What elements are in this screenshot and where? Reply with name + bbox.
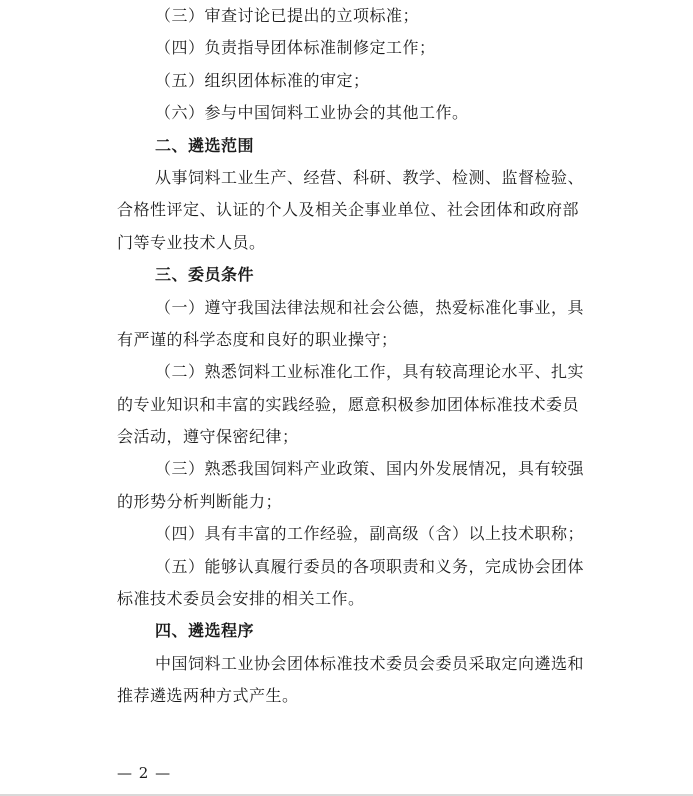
paragraph-line: 有严谨的科学态度和良好的职业操守； [117, 329, 398, 349]
section-heading: 二、遴选范围 [155, 135, 255, 155]
paragraph-line: 门等专业技术人员。 [117, 232, 266, 252]
paragraph-line: 标准技术委员会安排的相关工作。 [117, 589, 365, 609]
paragraph-line: 的专业知识和丰富的实践经验，愿意积极参加团体标准技术委员 [117, 394, 580, 414]
paragraph-line: （五）能够认真履行委员的各项职责和义务，完成协会团体 [155, 556, 585, 576]
paragraph-line: 从事饲料工业生产、经营、科研、教学、检测、监督检验、 [155, 167, 585, 187]
paragraph-line: （二）熟悉饲料工业标准化工作，具有较高理论水平、扎实 [155, 362, 585, 382]
paragraph-line: （六）参与中国饲料工业协会的其他工作。 [155, 103, 469, 123]
document-body [117, 0, 597, 713]
paragraph-line: 的形势分析判断能力； [117, 491, 283, 511]
paragraph-line: （三）审查讨论已提出的立项标准； [155, 6, 420, 25]
paragraph-line: 会活动，遵守保密纪律； [117, 427, 299, 447]
paragraph-line: （四）负责指导团体标准制修定工作； [155, 38, 436, 58]
paragraph-line: （一）遵守我国法律法规和社会公德，热爱标准化事业，具 [155, 297, 585, 317]
section-heading: 三、委员条件 [155, 265, 255, 285]
section-heading: 四、遴选程序 [155, 621, 255, 641]
paragraph-line: （四）具有丰富的工作经验，副高级（含）以上技术职称； [155, 524, 585, 544]
paragraph-line: 推荐遴选两种方式产生。 [117, 686, 299, 706]
paragraph-line: （三）熟悉我国饲料产业政策、国内外发展情况，具有较强 [155, 459, 585, 479]
paragraph-line: 合格性评定、认证的个人及相关企事业单位、社会团体和政府部 [117, 200, 580, 220]
paragraph-line: （五）组织团体标准的审定； [155, 70, 370, 90]
page-number: — 2 — [117, 764, 172, 782]
paragraph-line: 中国饲料工业协会团体标准技术委员会委员采取定向遴选和 [155, 653, 585, 673]
